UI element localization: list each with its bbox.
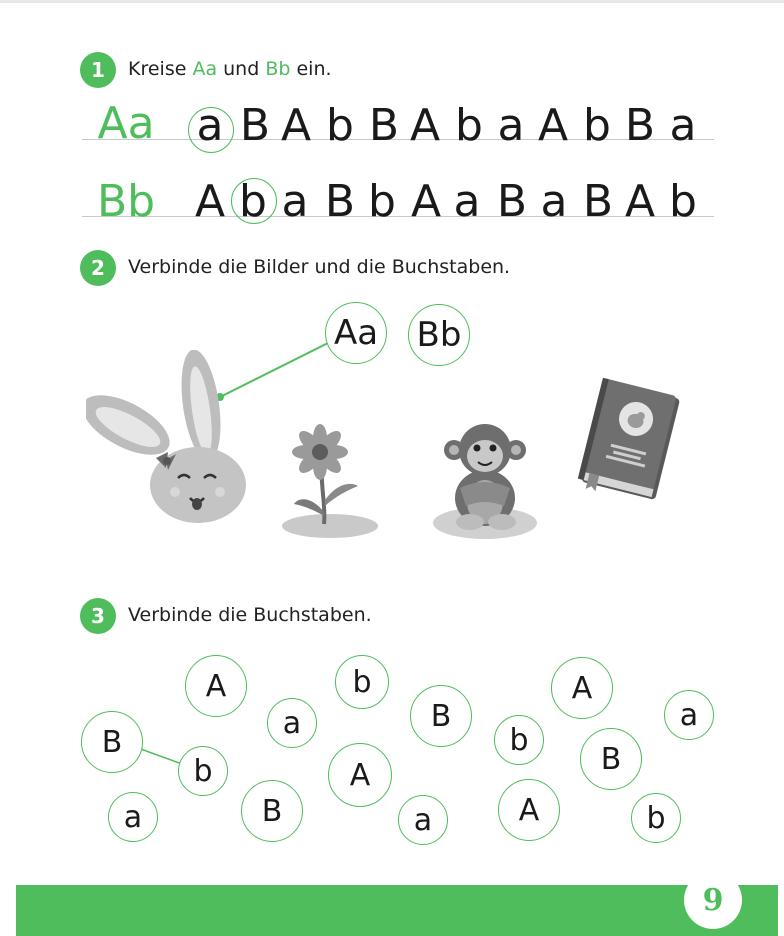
bubble-bb[interactable]: Bb [408,304,470,366]
letter[interactable]: A [194,176,226,227]
exercise-3-badge: 3 [80,598,116,634]
letter[interactable]: b [455,100,483,151]
letter-circle[interactable]: B [241,780,303,842]
letter[interactable]: b [583,100,611,151]
letter[interactable]: A [537,100,569,151]
letter[interactable]: B [582,176,614,227]
letter[interactable]: a [540,176,568,227]
exercise-2-badge: 2 [80,250,116,286]
letter[interactable]: A [624,176,656,227]
letter-circle[interactable]: a [108,792,158,842]
letter[interactable]: B [324,176,356,227]
footer-bar [16,885,778,936]
instruction-highlight-b: Bb [265,58,291,80]
letter-circle[interactable]: a [664,690,714,740]
letter-circle[interactable]: b [335,655,389,709]
letter[interactable]: A [410,176,442,227]
row-2-label: Bb [96,176,156,227]
letter-circle[interactable]: B [410,685,472,747]
letter-circle[interactable]: a [398,795,448,845]
instruction-text: und [217,58,266,80]
b-to-b-line [138,748,182,764]
flower-icon[interactable] [280,420,380,540]
letter-circle[interactable]: A [185,655,247,717]
letter-circle[interactable]: A [551,657,613,719]
letter[interactable]: b [239,176,267,227]
letter[interactable]: b [326,100,354,151]
letter[interactable]: B [624,100,656,151]
exercise-3-instruction: Verbinde die Buchstaben. [128,604,372,626]
letter[interactable]: a [281,176,309,227]
exercise-2-instruction: Verbinde die Bilder und die Buchstaben. [128,256,511,278]
letter-circle[interactable]: b [631,793,681,843]
exercise-1-badge: 1 [80,52,116,88]
monkey-icon[interactable] [430,418,540,543]
letter-circle[interactable]: a [267,698,317,748]
bunny-icon[interactable] [86,350,246,530]
book-icon[interactable] [574,378,684,508]
letter[interactable]: b [368,176,396,227]
instruction-text: ein. [290,58,332,80]
letter-circle[interactable]: B [580,728,642,790]
row-1-label: Aa [97,98,155,149]
letter[interactable]: b [669,176,697,227]
instruction-highlight-a: Aa [192,58,218,80]
letter[interactable]: B [239,100,271,151]
letter[interactable]: a [669,100,697,151]
letter-circle[interactable]: b [494,715,544,765]
letter[interactable]: A [280,100,312,151]
letter[interactable]: B [496,176,528,227]
letter-circle[interactable]: A [328,743,392,807]
letter[interactable]: a [453,176,481,227]
letter-circle[interactable]: B [81,711,143,773]
letter[interactable]: a [497,100,525,151]
letter[interactable]: B [368,100,400,151]
bubble-aa[interactable]: Aa [325,302,387,364]
page-number: 9 [684,871,742,929]
letter-circle[interactable]: b [178,746,228,796]
letter[interactable]: A [409,100,441,151]
letter-circle[interactable]: A [498,779,560,841]
letter[interactable]: a [196,100,224,151]
instruction-text: Kreise [128,58,193,80]
